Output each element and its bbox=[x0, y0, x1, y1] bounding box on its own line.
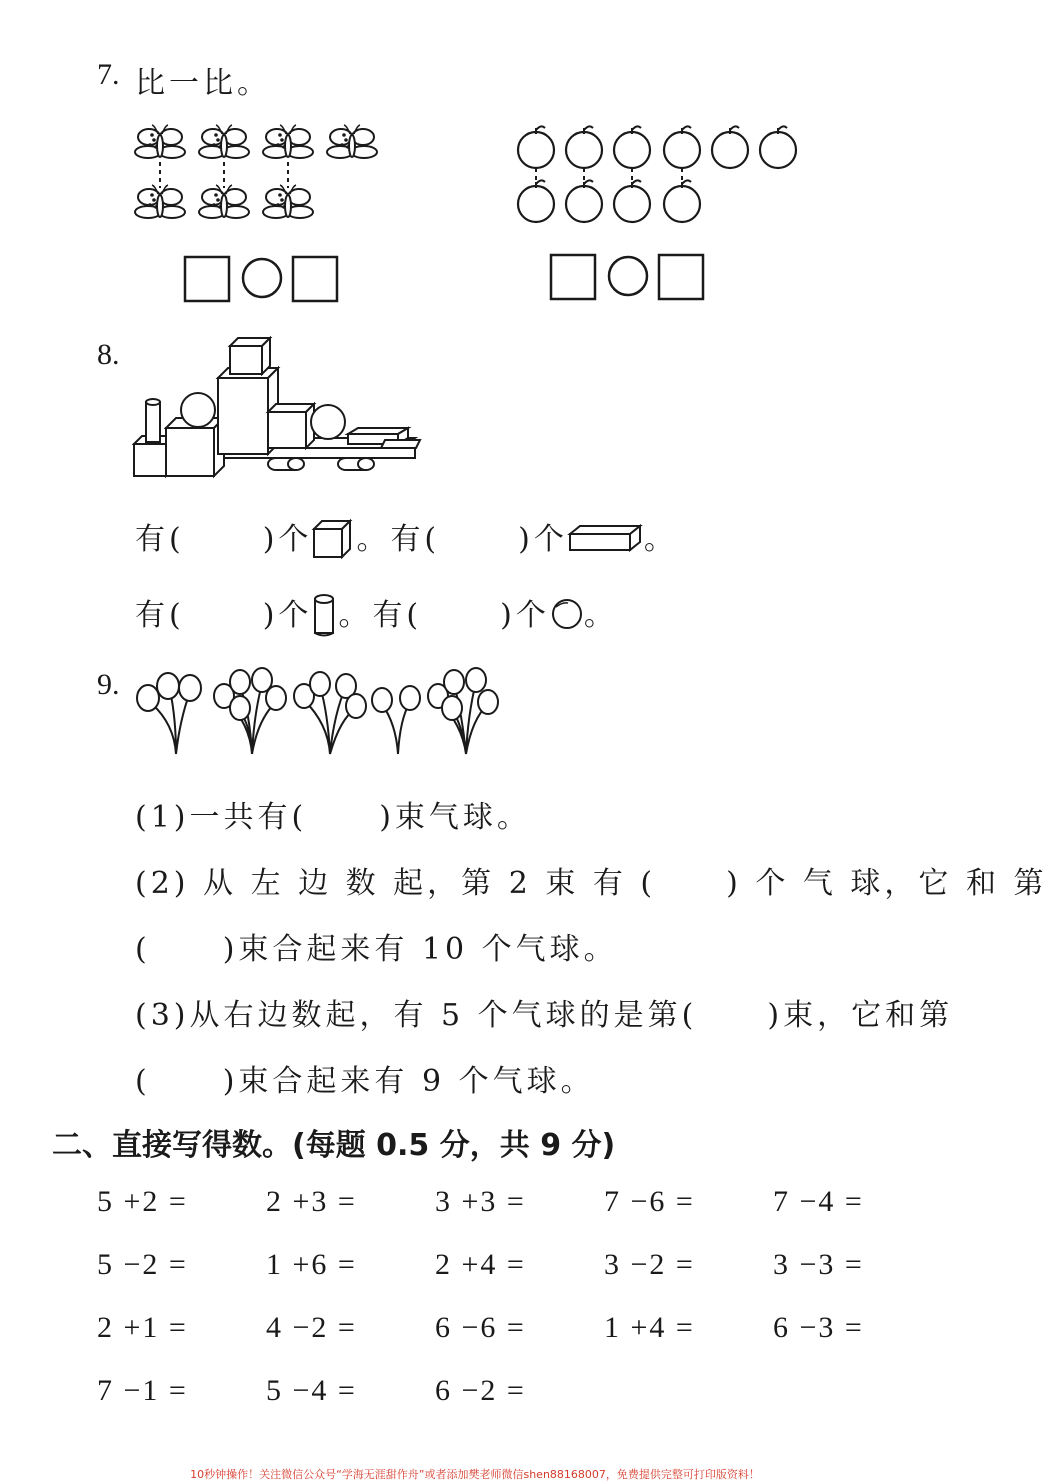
q8-row1 bbox=[135, 514, 678, 561]
equation[interactable]: 5 −2 = bbox=[97, 1248, 188, 1281]
q9-part3-line1 bbox=[135, 990, 953, 1034]
q9-part1 bbox=[135, 792, 531, 836]
equation[interactable]: 6 −3 = bbox=[773, 1311, 864, 1344]
q9-p2-line2-a: ( bbox=[135, 932, 151, 967]
equation[interactable]: 3 −3 = bbox=[773, 1248, 864, 1281]
compare-boxes-right[interactable] bbox=[546, 250, 716, 304]
q9-part3-line2 bbox=[135, 1056, 595, 1100]
equation[interactable]: 3 +3 = bbox=[435, 1185, 526, 1218]
equations-grid bbox=[97, 1185, 927, 1408]
q9-p3-text-b: )束，它和第 bbox=[767, 998, 954, 1033]
equation[interactable]: 7 −4 = bbox=[773, 1185, 864, 1218]
q8-row2-a-pre: 有( bbox=[135, 598, 185, 633]
cylinder-icon bbox=[312, 593, 338, 639]
q9-p2-text-a: (2) 从 左 边 数 起，第 2 束 有 ( bbox=[135, 866, 657, 901]
q9-p2-line2-b: )束合起来有 10 个气球。 bbox=[222, 932, 618, 967]
equation[interactable]: 4 −2 = bbox=[266, 1311, 357, 1344]
cuboid-icon bbox=[568, 524, 644, 554]
q8-row1-a-end: 。 bbox=[356, 522, 391, 557]
cube-icon bbox=[312, 519, 356, 561]
q9-p3-text-a: (3)从右边数起，有 5 个气球的是第( bbox=[135, 998, 698, 1033]
q9-p1-text-b: )束气球。 bbox=[379, 800, 531, 835]
match-lines bbox=[160, 162, 288, 188]
footer-notice: 10秒钟操作！关注微信公众号“学海无涯甜作舟”或者添加樊老师微信shen88168007，免费提供完整可打印版资料！ bbox=[190, 1468, 760, 1481]
butterfly-icon bbox=[199, 185, 249, 218]
q8-number: 8. bbox=[97, 338, 120, 371]
equation[interactable]: 6 −6 = bbox=[435, 1311, 526, 1344]
q8-row1-b-pre: 有( bbox=[390, 522, 441, 557]
equation[interactable]: 6 −2 = bbox=[435, 1374, 526, 1407]
balloons-illustration bbox=[130, 664, 510, 760]
q7-title: 比一比。 bbox=[135, 66, 271, 101]
equation[interactable]: 2 +3 = bbox=[266, 1185, 357, 1218]
equation[interactable]: 7 −6 = bbox=[604, 1185, 695, 1218]
equation[interactable]: 2 +4 = bbox=[435, 1248, 526, 1281]
section2-title: 二、直接写得数。(每题 0.5 分，共 9 分) bbox=[52, 1128, 616, 1163]
apples-illustration bbox=[510, 120, 810, 230]
sphere-icon bbox=[550, 597, 584, 631]
butterfly-icon bbox=[135, 185, 185, 218]
q8-row2-a-post: )个 bbox=[262, 598, 313, 633]
equation[interactable]: 7 −1 = bbox=[97, 1374, 188, 1407]
butterfly-icon bbox=[327, 125, 377, 158]
q9-p1-text-a: (1)一共有( bbox=[135, 800, 308, 835]
butterfly-icon bbox=[263, 185, 313, 218]
butterfly-icon bbox=[263, 125, 313, 158]
q9-p2-text-b: ) 个 气 球，它 和 第 bbox=[726, 866, 1048, 901]
butterfly-icon bbox=[199, 125, 249, 158]
compare-boxes-left[interactable] bbox=[180, 252, 350, 306]
q8-row2-b-end: 。 bbox=[583, 598, 618, 633]
q7-number: 7. bbox=[97, 58, 120, 91]
solids-illustration bbox=[130, 330, 425, 480]
butterflies-illustration bbox=[128, 118, 388, 230]
q9-p3-line2-b: )束合起来有 9 个气球。 bbox=[222, 1064, 595, 1099]
equation[interactable]: 5 +2 = bbox=[97, 1185, 188, 1218]
equation[interactable]: 2 +1 = bbox=[97, 1311, 188, 1344]
q8-row1-a-pre: 有( bbox=[135, 522, 185, 557]
equation[interactable]: 1 +4 = bbox=[604, 1311, 695, 1344]
equation[interactable]: 5 −4 = bbox=[266, 1374, 357, 1407]
q8-row1-a-post: )个 bbox=[262, 522, 313, 557]
q9-part2-line2 bbox=[135, 924, 618, 968]
q8-row2-b-pre: 有( bbox=[372, 598, 423, 633]
q8-row2-a-end: 。 bbox=[338, 598, 373, 633]
equation[interactable]: 3 −2 = bbox=[604, 1248, 695, 1281]
q8-row2-b-post: )个 bbox=[500, 598, 550, 633]
q9-number: 9. bbox=[97, 668, 120, 701]
q9-part2-line1 bbox=[135, 858, 1048, 902]
butterfly-icon bbox=[135, 125, 185, 158]
q8-row2 bbox=[135, 590, 618, 639]
q9-p3-line2-a: ( bbox=[135, 1064, 151, 1099]
equation[interactable]: 1 +6 = bbox=[266, 1248, 357, 1281]
q8-row1-b-post: )个 bbox=[518, 522, 568, 557]
q8-row1-b-end: 。 bbox=[643, 522, 678, 557]
